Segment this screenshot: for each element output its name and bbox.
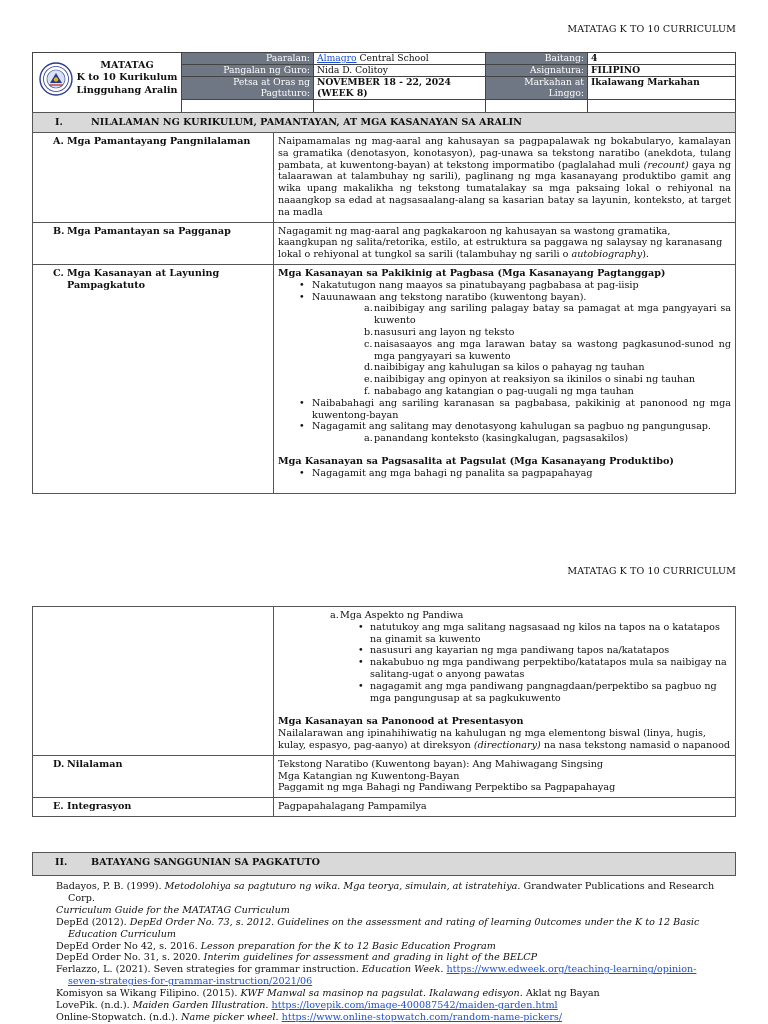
reference-item: Komisyon sa Wikang Filipino. (2015). KWF Manwal sa masinop na pagsulat. Ikalawang edisyon. Aklat ng Bayan: [56, 988, 600, 1000]
lesson-header-table: [32, 52, 736, 115]
pagsasalita-heading: Mga Kasanayan sa Pagsasalita at Pagsulat (Mga Kasanayang Produktibo): [278, 455, 674, 467]
reference-item: Curriculum Guide for the MATATAG Curriculum: [56, 904, 290, 916]
paaralan-label: Paaralan:: [182, 53, 314, 65]
reference-link[interactable]: https://www.edweek.org/teaching-learning/opinion- seven-strategies-for-grammar-instruction/2021/06: [68, 964, 697, 988]
page-header-1: MATATAG K TO 10 CURRICULUM: [567, 24, 736, 35]
row-c-content: [274, 264, 736, 493]
references-list: [56, 881, 716, 1024]
school-block: [33, 53, 182, 115]
baitang-label: Baitang:: [486, 53, 588, 65]
reference-item: DepEd (2012). DepEd Order No. 73, s. 2012. Guidelines on the assessment and rating of learning 0utcomes under the K to 12 Basic Education Curriculum: [56, 916, 700, 940]
list-item: • nasusuri ang kayarian ng mga pandiwang tapos na/katatapos: [370, 645, 731, 657]
reference-item: Online-Stopwatch. (n.d.). Name picker wheel. https://www.online-stopwatch.com/random-name-pickers/: [56, 1011, 563, 1023]
paaralan-value: Almagro Central School: [314, 53, 486, 65]
panonood-text: Nailalarawan ang ipinahihiwatig na kahulugan ng mga elementong biswal (linya, hugis, kulay, espasyo, pag-aanyo) at direksyon (directionary) na nasa tekstong namasid o napanood: [278, 728, 730, 751]
guro-value: Nida D. Colitoy: [314, 65, 486, 77]
asignatura-value: FILIPINO: [588, 65, 736, 77]
list-item: • Nagagamit ang mga bahagi ng panalita sa pagpapahayag: [312, 468, 731, 480]
reference-item: DepEd Order No. 31, s. 2020. Interim guidelines for assessment and grading in light of the BELCP: [56, 952, 538, 964]
list-item: • Naibabahagi ang sariling karanasan sa pagbabasa, pakikinig at panonood ng mga kuwentong-bayan: [312, 398, 731, 422]
list-item: d. naibibigay ang kahulugan sa kilos o pahayag ng tauhan: [364, 362, 645, 374]
deped-seal-icon: [39, 62, 73, 96]
section1-table: [32, 112, 736, 494]
list-item: • Nauunawaan ang tekstong naratibo (kuwentong bayan). a. naibibigay ang sariling palagay batay sa pamagat at mga pangyayari sa kuwento b. nasusuri ang layon ng teksto c. naisasaayos ang mga larawan batay sa wastong pagkasunod-sunod ng mga pangyayari sa kuwento d. naibibigay ang kahulugan sa kilos o pahayag ng tauhan e. naibibigay ang opinyon at reaksiyon sa ikinilos o sinabi ng tauhan f. nababago ang katangian o pag-uugali ng mga tauhan: [312, 292, 731, 398]
row-c-label: C. Mga Kasanayan at Layuning Pampagkatuto: [33, 264, 274, 493]
list-item: c. naisasaayos ang mga larawan batay sa wastong pagkasunod-sunod ng mga pangyayari sa kuwento: [364, 338, 731, 362]
baitang-value: 4: [588, 53, 736, 65]
row-c-cont-content: [274, 607, 736, 756]
list-item: a. panandang konteksto (kasingkalugan, pagsasakilos): [364, 433, 629, 445]
reference-item: Badayos, P. B. (1999). Metodolohiya sa pagtuturo ng wika. Mga teorya, simulain, at istratehiya. Grandwater Publications and Research Corp.: [56, 881, 715, 904]
reference-link[interactable]: https://www.online-stopwatch.com/random-name-pickers/: [281, 1011, 563, 1023]
section2-heading: II. BATAYANG SANGGUNIAN SA PAGKATUTO: [33, 853, 736, 876]
list-item: • natutukoy ang mga salitang nagsasaad ng kilos na tapos na o katatapos na ginamit sa kuwento: [370, 622, 731, 646]
row-b-label: B. Mga Pamantayan sa Pagganap: [33, 222, 274, 264]
row-d-label: D. Nilalaman: [33, 755, 274, 797]
list-item: • Nakatutugon nang maayos sa pinatubayang pagbabasa at pag-iisip: [312, 280, 731, 292]
continuation-table: [32, 606, 736, 817]
list-item: a. Mga Aspekto ng Pandiwa • natutukoy ang mga salitang nagsasaad ng kilos na tapos na o katatapos na ginamit sa kuwento • nasusuri ang kayarian ng mga pandiwang tapos na/katatapos • nakabubuo ng mga pandiwang perpektibo/katatapos mula sa naibigay na salitang-ugat o anyong pawatas • nagagamit ang mga pandiwang pangnagdaan/perpektibo sa pagbuo ng mga pangungusap at sa pagkukuwento: [340, 610, 731, 704]
page-header-2: MATATAG K TO 10 CURRICULUM: [567, 566, 736, 577]
petsa-value: NOVEMBER 18 - 22, 2024 (WEEK 8): [314, 77, 486, 100]
panonood-heading: Mga Kasanayan sa Panonood at Presentasyon: [278, 716, 524, 728]
row-d-content: Tekstong Naratibo (Kuwentong bayan): Ang Mahiwagang Singsing Mga Katangian ng Kuwentong-Bayan Paggamit ng mga Bahagi ng Pandiwang Perpektibo sa Pagpapahayag: [274, 755, 736, 797]
reference-link[interactable]: https://lovepik.com/image-400087542/maiden-garden.html: [271, 1000, 558, 1012]
asignatura-label: Asignatura:: [486, 65, 588, 77]
guro-label: Pangalan ng Guro:: [182, 65, 314, 77]
reference-item: DepEd Order No 42, s. 2016. Lesson preparation for the K to 12 Basic Education Program: [56, 940, 496, 952]
school-title: MATATAG K to 10 Kurikulum Lingguhang Aralin: [76, 59, 178, 96]
list-item: • nagagamit ang mga pandiwang pangnagdaan/perpektibo sa pagbuo ng mga pangungusap at sa pagkukuwento: [370, 681, 731, 705]
row-c-cont-label: [33, 607, 274, 756]
list-item: a. naibibigay ang sariling palagay batay sa pamagat at mga pangyayari sa kuwento: [364, 303, 731, 327]
list-item: • Nagagamit ang salitang may denotasyong kahulugan sa pagbuo ng pangungusap. a. panandang konteksto (kasingkalugan, pagsasakilos): [312, 421, 731, 445]
row-a-label: A. Mga Pamantayang Pangnilalaman: [33, 133, 274, 223]
section1-heading: I. NILALAMAN NG KURIKULUM, PAMANTAYAN, AT MGA KASANAYAN SA ARALIN: [33, 113, 736, 133]
reference-item: Ferlazzo, L. (2021). Seven strategies for grammar instruction. Education Week. https://www.edweek.org/teaching-learning/opinion- seven-strategies-for-grammar-instruction/2021/06: [56, 964, 697, 988]
list-item: b. nasusuri ang layon ng teksto: [364, 326, 515, 338]
list-item: • nakabubuo ng mga pandiwang perpektibo/katatapos mula sa naibigay na salitang-ugat o anyong pawatas: [370, 657, 731, 681]
markahan-label: Markahan at Linggo:: [486, 77, 588, 100]
row-b-content: Nagagamit ng mag-aaral ang pagkakaroon ng kahusayan sa wastong gramatika, kaangkupan ng salita/retorika, estilo, at estruktura sa paggawa ng salaysay ng karanasang lokal o rehiyonal at tungkol sa sarili (talambuhay ng sarili o autobiography).: [274, 222, 736, 264]
petsa-label: Petsa at Oras ng Pagtuturo:: [182, 77, 314, 100]
reference-item: LovePik. (n.d.). Maiden Garden Illustration. https://lovepik.com/image-400087542/maiden-garden.html: [56, 1000, 558, 1012]
row-a-content: Naipamamalas ng mag-aaral ang kahusayan sa pagpapalawak ng bokabularyo, kamalayan sa gramatika (denotasyon, konotasyon), pag-unawa sa tekstong naratibo (anekdota, tulang pambata, at kuwentong-bayan) at tekstong impormatibo (paglalahad muli (recount) gaya ng talaarawan at talambuhay ng sarili), paglinang ng mga kasanayang produktibo gamit ang wika upang makalikha ng tekstong tumatalakay sa mga paksaing lokal o rehiyonal na naaangkop sa edad at nagsasaalang-alang sa kasarian batay sa layunin, konteksto, at target na madla: [274, 133, 736, 223]
list-item: e. naibibigay ang opinyon at reaksiyon sa ikinilos o sinabi ng tauhan: [364, 374, 696, 386]
row-e-content: Pagpapahalagang Pampamilya: [274, 798, 736, 817]
list-item: f. nababago ang katangian o pag-uugali ng mga tauhan: [364, 385, 634, 397]
section2-table: [32, 852, 736, 876]
row-e-label: E. Integrasyon: [33, 798, 274, 817]
markahan-value: Ikalawang Markahan: [588, 77, 736, 100]
paaralan-link[interactable]: Almagro: [317, 53, 357, 64]
pakikinig-heading: Mga Kasanayan sa Pakikinig at Pagbasa (Mga Kasanayang Pagtanggap): [278, 267, 666, 279]
